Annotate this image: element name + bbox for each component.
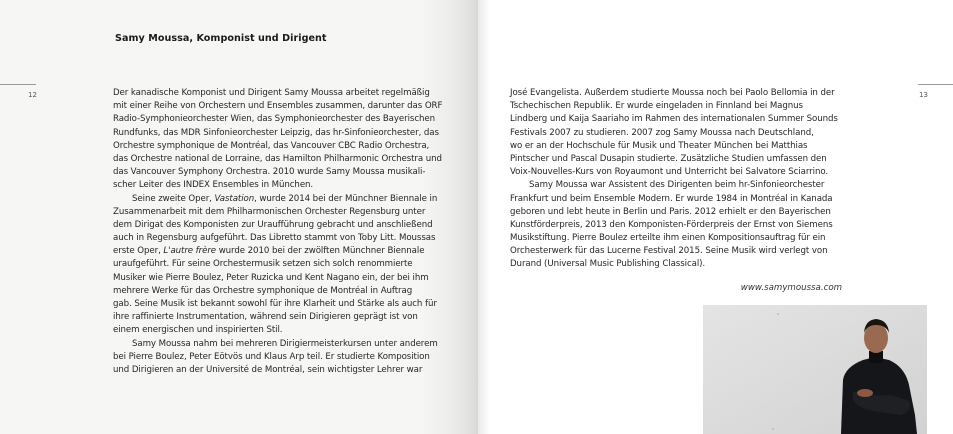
text-line: Samy Moussa war Assistent des Dirigenten beim hr-Sinfonieorchester — [529, 180, 825, 191]
text-line: Musikstiftung. Pierre Boulez erteilte ihm einen Kompositionsauftrag für ein — [510, 233, 826, 244]
composer-portrait-photo — [703, 305, 927, 434]
text-run: Seine zweite Oper, — [132, 193, 215, 204]
text-line: Voix-Nouvelles-Kurs von Royaumont und Unterricht bei Salvatore Sciarrino. — [510, 167, 829, 178]
page-number-right: 13 — [919, 91, 928, 99]
text-line: mit einer Reihe von Orchestern und Ensembles zusammen, darunter das ORF — [113, 101, 443, 112]
text-line: Zusammenarbeit mit dem Philharmonischen Orchester Regensburg unter — [113, 206, 426, 217]
text-line: mehrere Werke für das Orchestre symphonique de Montréal in Auftrag — [113, 285, 413, 296]
text-line: Samy Moussa nahm bei mehreren Dirigiermeisterkursen unter anderem — [132, 338, 438, 349]
text-run: , wurde 2014 bei der Münchner Biennale in — [254, 193, 438, 204]
text-line: Kunstförderpreis, 2013 den Komponisten-Förderpreis der Ernst von Siemens — [510, 219, 833, 230]
text-line: Musiker wie Pierre Boulez, Peter Ruzicka und Kent Nagano ein, der bei ihm — [113, 272, 429, 283]
text-line: Rundfunks, das MDR Sinfonieorchester Leipzig, das hr-Sinfonieorchester, das — [113, 127, 439, 138]
right-text-column — [510, 87, 855, 272]
article-heading: Samy Moussa, Komponist und Dirigent — [115, 33, 327, 44]
text-line: Tschechischen Republik. Er wurde eingeladen in Finnland bei Magnus — [510, 101, 803, 112]
opera-title: Vastation — [214, 193, 255, 204]
text-line: das Orchestre national de Lorraine, das Hamilton Philharmonic Orchestra und — [113, 153, 442, 164]
opera-title: L'autre frère — [163, 246, 217, 257]
website-link[interactable]: www.samymoussa.com — [740, 283, 842, 293]
text-line: Der kanadische Komponist und Dirigent Samy Moussa arbeitet regelmäßig — [113, 88, 430, 98]
text-line: José Evangelista. Außerdem studierte Moussa noch bei Paolo Bellomia in der — [510, 88, 835, 98]
text-line: Festivals 2007 zu studieren. 2007 zog Samy Moussa nach Deutschland, — [510, 127, 814, 138]
hand — [857, 389, 873, 397]
text-run: erste Oper, — [113, 246, 164, 257]
text-line: uraufgeführt. Für seine Orchestermusik setzen sich solch renommierte — [113, 259, 413, 270]
text-line: auch in Regensburg aufgeführt. Das Libretto stammt von Toby Litt. Moussas — [113, 233, 436, 244]
text-line: bei Pierre Boulez, Peter Eötvös und Klaus Arp teil. Er studierte Komposition — [113, 351, 430, 362]
text-line: dem Dirigat des Komponisten zur Uraufführung gebracht und anschließend — [113, 219, 433, 230]
text-line: das Vancouver Symphony Orchestra. 2010 wurde Samy Moussa musikali- — [113, 167, 426, 178]
text-line — [113, 245, 458, 258]
text-line: geboren und lebt heute in Berlin und Paris. 2012 erhielt er den Bayerischen — [510, 206, 831, 217]
page-marker-rule-left — [0, 84, 36, 85]
page-number-left: 12 — [28, 91, 37, 99]
text-line: einem energischen und inspirierten Stil. — [113, 325, 283, 336]
text-line: Durand (Universal Music Publishing Classical). — [510, 259, 706, 270]
text-line: und Dirigieren an der Université de Montréal, sein wichtigster Lehrer war — [113, 364, 423, 375]
page-marker-rule-right — [918, 84, 953, 85]
text-line — [113, 193, 458, 206]
text-line: Pintscher und Pascal Dusapin studierte. Zusätzliche Studien umfassen den — [510, 153, 827, 164]
text-line: scher Leiter des INDEX Ensembles in München. — [113, 180, 314, 191]
portrait-illustration — [703, 305, 927, 434]
text-line: Frankfurt und beim Ensemble Modern. Er wurde 1984 in Montréal in Kanada — [510, 193, 833, 204]
text-line: gab. Seine Musik ist bekannt sowohl für ihre Klarheit und Stärke als auch für — [113, 299, 437, 309]
text-run: wurde 2010 bei der zwölften Münchner Biennale — [216, 246, 425, 257]
text-line: Lindberg und Kaija Saariaho im Rahmen des internationalen Summer Sounds — [510, 114, 838, 125]
text-line: wo er an der Hochschule für Musik und Theater München bei Matthias — [510, 140, 808, 151]
text-line: Orchestre symphonique de Montréal, das Vancouver CBC Radio Orchestra, — [113, 140, 430, 151]
left-text-column — [113, 87, 458, 377]
text-line: Radio-Symphonieorchester Wien, das Symphonieorchester des Bayerischen — [113, 114, 435, 125]
text-line: ihre raffinierte Instrumentation, während sein Dirigieren geprägt ist von — [113, 312, 418, 323]
text-line: Orchesterwerk für das Lucerne Festival 2015. Seine Musik wird verlegt von — [510, 246, 828, 257]
